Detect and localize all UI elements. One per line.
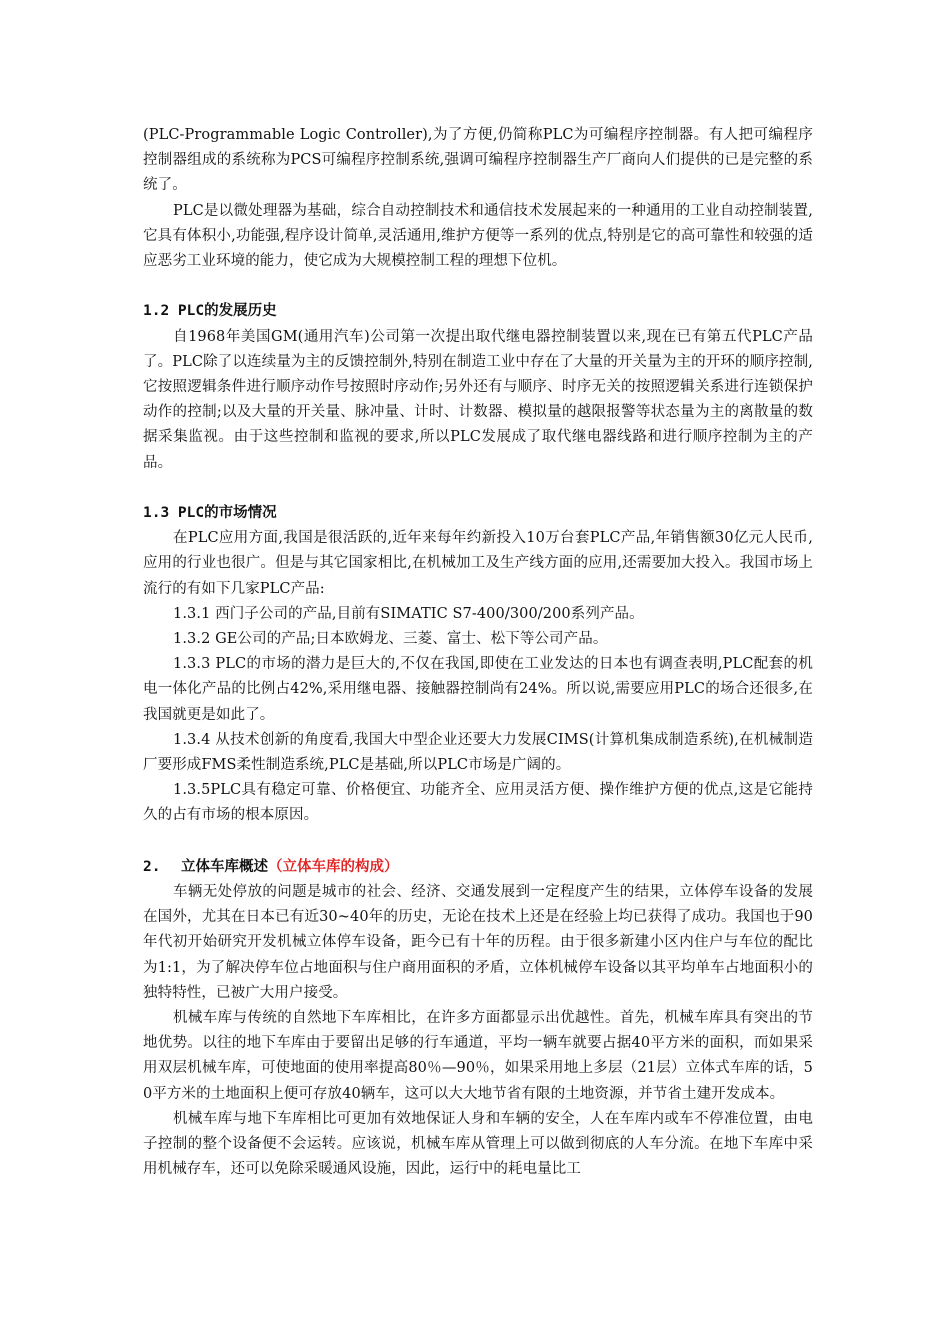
section-2-paragraph-2: 机械车库与传统的自然地下车库相比，在许多方面都显示出优越性。首先，机械车库具有突出的节地优势。以往的地下车库由于要留出足够的行车通道，平均一辆车就要占据40平方米的面积，而如果采用双层机械车库，可使地面的使用率提高80％—90％，如果采用地上多层（21层）立体式车库的话，50平方米的土地面积上便可存放40辆车，这可以大大地节省有限的土地资源，并节省土建开发成本。 xyxy=(143,1010,813,1102)
intro-paragraph-2: PLC是以微处理器为基础，综合自动控制技术和通信技术发展起来的一种通用的工业自动控制装置,它具有体积小,功能强,程序设计简单,灵活通用,维护方便等一系列的优点,特别是它的高可靠性和较强的适应恶劣工业环境的能力，使它成为大规模控制工程的理想下位机。 xyxy=(143,202,813,270)
section-2-title-open-paren: （ xyxy=(268,857,283,875)
section-heading-1-3: 1.3 PLC的市场情况 xyxy=(143,505,277,522)
section-2-paragraph-1: 车辆无处停放的问题是城市的社会、经济、交通发展到一定程度产生的结果，立体停车设备的发展在国外，尤其在日本已有近30~40年的历史，无论在技术上还是在经验上均已获得了成功。我国也于90年代初开始研究开发机械立体停车设备，距今已有十年的历程。由于很多新建小区内住户与车位的配比为1:1，为了解决停车位占地面积与住户商用面积的矛盾，立体机械停车设备以其平均单车占地面积小的独特特性，已被广大用户接受。 xyxy=(143,884,813,1001)
spacer xyxy=(143,829,813,854)
intro-paragraph-1: (PLC-Programmable Logic Controller),为了方便,仍简称PLC为可编程序控制器。有人把可编程序控制器组成的系统称为PCS可编程序控制系统,强调可编程序控制器生产厂商向人们提供的已是完整的系统了。 xyxy=(143,127,813,194)
section-1-3-paragraph: 在PLC应用方面,我国是很活跃的,近年来每年约新投入10万台套PLC产品,年销售额30亿元人民币,应用的行业也很广。但是与其它国家相比,在机械加工及生产线方面的应用,还需要加大投入。我国市场上流行的有如下几家PLC产品: xyxy=(143,530,813,597)
section-2-title-highlight: 立体车库的构成 xyxy=(282,857,384,875)
spacer xyxy=(143,274,813,299)
list-item-1-3-2: 1.3.2 GE公司的产品;日本欧姆龙、三菱、富士、松下等公司产品。 xyxy=(173,631,608,648)
list-item-1-3-5: 1.3.5PLC具有稳定可靠、价格便宜、功能齐全、应用灵活方便、操作维护方便的优点,这是它能持久的占有市场的根本原因。 xyxy=(143,782,813,824)
list-item-1-3-3: 1.3.3 PLC的市场的潜力是巨大的,不仅在我国,即使在工业发达的日本也有调查表明,PLC配套的机电一体化产品的比例占42%,采用继电器、接触器控制尚有24%。所以说,需要应用PLC的场合还很多,在我国就更是如此了。 xyxy=(143,656,813,723)
section-2-title: 立体车库概述 xyxy=(181,857,268,875)
spacer xyxy=(143,476,813,501)
section-2-paragraph-3: 机械车库与地下车库相比可更加有效地保证人身和车辆的安全，人在车库内或车不停准位置，由电子控制的整个设备便不会运转。应该说，机械车库从管理上可以做到彻底的人车分流。在地下车库中采用机械存车，还可以免除采暖通风设施，因此，运行中的耗电量比工 xyxy=(143,1110,813,1178)
list-item-1-3-1: 1.3.1 西门子公司的产品,目前有SIMATIC S7-400/300/200系列产品。 xyxy=(173,605,644,622)
section-heading-1-2: 1.2 PLC的发展历史 xyxy=(143,303,277,320)
section-heading-2 xyxy=(143,854,813,880)
section-2-number: 2. xyxy=(143,858,161,875)
section-2-title-close-paren: ） xyxy=(384,857,399,875)
list-item-1-3-4: 1.3.4 从技术创新的角度看,我国大中型企业还要大力发展CIMS(计算机集成制造系统),在机械制造厂要形成FMS柔性制造系统,PLC是基础,所以PLC市场是广阔的。 xyxy=(143,731,813,774)
document-body xyxy=(143,123,813,1182)
section-1-2-paragraph: 自1968年美国GM(通用汽车)公司第一次提出取代继电器控制装置以来,现在已有第五代PLC产品了。PLC除了以连续量为主的反馈控制外,特别在制造工业中存在了大量的开关量为主的开环的顺序控制,它按照逻辑条件进行顺序动作号按照时序动作;另外还有与顺序、时序无关的按照逻辑关系进行连锁保护动作的控制;以及大量的开关量、脉冲量、计时、计数器、模拟量的越限报警等状态量为主的离散量的数据采集监视。由于这些控制和监视的要求,所以PLC发展成了取代继电器线路和进行顺序控制为主的产品。 xyxy=(143,328,813,471)
